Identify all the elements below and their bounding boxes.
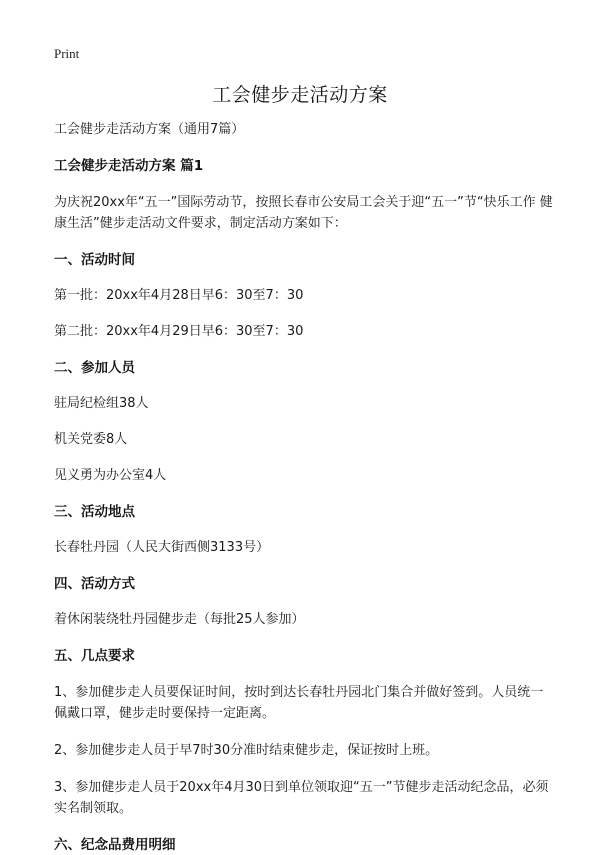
time-item: 第一批：20xx年4月28日早6：30至7：30	[54, 288, 304, 303]
method-item: 着休闲装绕牡丹园健步走（每批25人参加）	[54, 612, 305, 627]
page-title: 工会健步走活动方案	[212, 84, 388, 106]
time-item: 第二批：20xx年4月29日早6：30至7：30	[54, 324, 304, 339]
section-heading-method: 四、活动方式	[54, 576, 135, 592]
requirement-item: 1、参加健步走人员要保证时间，按时到达长春牡丹园北门集合并做好签到。人员统一佩戴口罩，健步走时要保持一定距离。	[54, 685, 544, 721]
article-heading: 工会健步走活动方案 篇1	[54, 158, 204, 174]
section-heading-requirements: 五、几点要求	[54, 648, 135, 664]
document-body	[54, 120, 554, 855]
section-heading-time: 一、活动时间	[54, 252, 135, 268]
print-link[interactable]: Print	[54, 46, 80, 61]
intro-paragraph: 为庆祝20xx年“五一”国际劳动节，按照长春市公安局工会关于迎“五一”节“快乐工作 健康生活”健步走活动文件要求，制定活动方案如下：	[54, 195, 553, 231]
place-item: 长春牡丹园（人民大街西侧3133号）	[54, 540, 270, 555]
people-item: 驻局纪检组38人	[54, 396, 149, 411]
people-item: 见义勇为办公室4人	[54, 468, 167, 483]
section-heading-souvenir: 六、纪念品费用明细	[54, 837, 176, 853]
section-heading-people: 二、参加人员	[54, 360, 135, 376]
section-heading-place: 三、活动地点	[54, 504, 135, 520]
requirement-item: 3、参加健步走人员于20xx年4月30日到单位领取迎“五一”节健步走活动纪念品，必须实名制领取。	[54, 780, 549, 816]
people-item: 机关党委8人	[54, 432, 128, 447]
document-subtitle: 工会健步走活动方案（通用7篇）	[54, 122, 245, 137]
requirement-item: 2、参加健步走人员于早7时30分准时结束健步走，保证按时上班。	[54, 743, 439, 758]
